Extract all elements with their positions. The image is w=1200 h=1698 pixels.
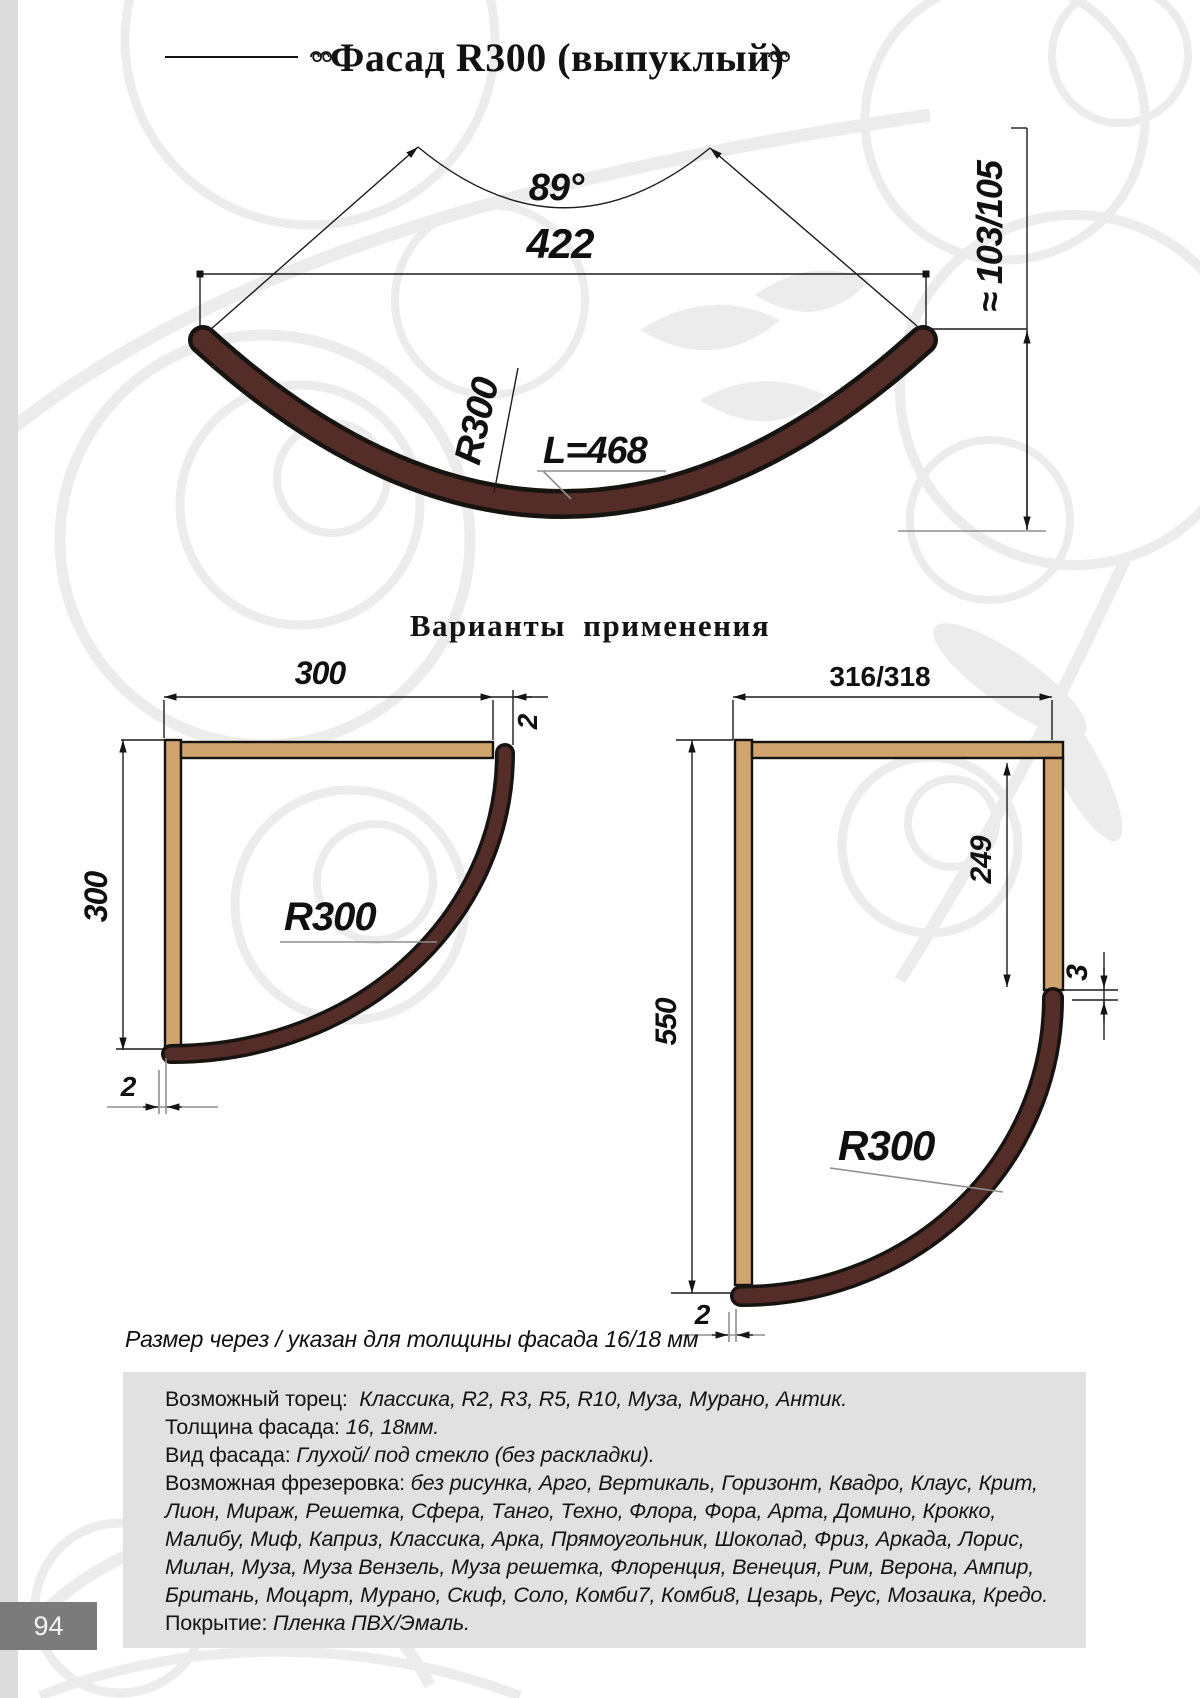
cabinet-side-panel: [165, 740, 181, 1048]
right-side-offset-label: 3: [1061, 965, 1094, 981]
page-number-badge: 94: [0, 1602, 97, 1650]
spec-label: Возможный торец:: [165, 1387, 348, 1411]
depth-dim-label: ≈ 103/105: [969, 161, 1010, 312]
left-radius-label: R300: [284, 895, 376, 939]
spec-value: 16, 18мм.: [345, 1415, 440, 1439]
page-title: Фасад R300 (выпуклый): [330, 35, 785, 80]
scroll-ornament-icon: [760, 47, 798, 67]
spec-label: Возможная фрезеровка:: [165, 1471, 405, 1495]
dim-end-square: [923, 271, 930, 278]
specifications-box: [123, 1372, 1086, 1648]
left-top-offset-label: 2: [512, 714, 543, 730]
spec-label: Вид фасада:: [165, 1443, 291, 1467]
spec-label: Покрытие:: [165, 1611, 268, 1635]
radius-label-main: R300: [447, 374, 508, 469]
variant-left-diagram: [78, 655, 548, 1114]
right-bottom-offset-label: 2: [694, 1299, 710, 1330]
variants-heading: Варианты применения: [409, 608, 771, 643]
cabinet-right-panel: [1044, 758, 1063, 990]
right-side-height-label: 249: [965, 836, 998, 884]
spec-line: [165, 1609, 1048, 1637]
cabinet-side-panel: [735, 740, 752, 1285]
spec-line: [165, 1469, 1048, 1609]
spec-value: Классика, R2, R3, R5, R10, Муза, Мурано, Антик.: [359, 1387, 848, 1411]
left-width-label: 300: [294, 655, 346, 691]
thickness-note: Размер через / указан для толщины фасада 16/18 мм: [125, 1326, 699, 1352]
right-radius-label: R300: [838, 1122, 935, 1169]
spec-value: без рисунка, Арго, Вертикаль, Горизонт, Квадро, Клаус, Крит, Лион, Мираж, Решетка, Сфера, Танго, Техно, Флора, Фора, Арта, Домино, Крокко, Малибу, Миф, Каприз, Классика, Арка, Прямоугольник, Шоколад, Фриз, Аркада, Лорис, Милан, Муза, Муза Вензель, Муза решетка, Флоренция, Венеция, Рим, Верона, Ампир, Британь, Моцарт, Мурано, Скиф, Соло, Комби7, Комби8, Цезарь, Реус, Мозаика, Кредо.: [165, 1471, 1048, 1607]
spec-line: [165, 1441, 1048, 1469]
variant-right-diagram: [650, 661, 1118, 1342]
spec-line: [165, 1413, 1048, 1441]
page-edge-strip: [0, 0, 18, 1698]
chord-dim-label: 422: [526, 220, 594, 267]
spec-value: Пленка ПВХ/Эмаль.: [273, 1611, 470, 1635]
spec-value: Глухой/ под стекло (без раскладки).: [296, 1443, 655, 1467]
title-decor-line: [165, 56, 298, 58]
left-bottom-offset-label: 2: [120, 1071, 136, 1102]
spec-line: [165, 1385, 1048, 1413]
angle-dim-label: 89°: [528, 167, 584, 209]
cabinet-top-panel: [752, 742, 1063, 758]
right-height-label: 550: [650, 998, 683, 1046]
spec-label: Толщина фасада:: [165, 1415, 340, 1439]
left-height-label: 300: [78, 871, 114, 923]
dim-end-square: [197, 271, 204, 278]
cabinet-top-panel: [181, 742, 493, 758]
right-width-label: 316/318: [829, 661, 931, 692]
arc-length-label: L=468: [543, 430, 647, 472]
